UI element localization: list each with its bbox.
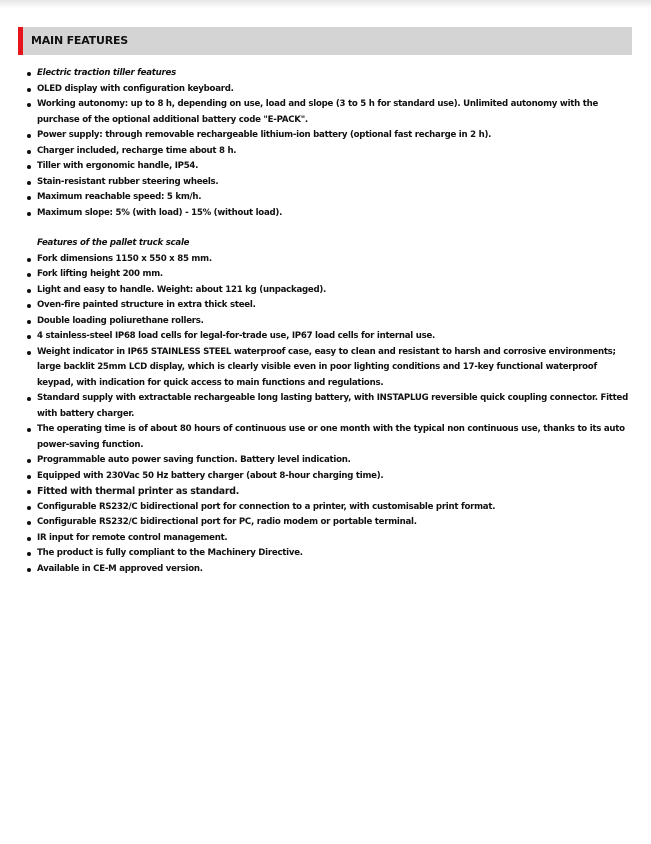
list-item: Available in CE-M approved version. <box>26 562 636 578</box>
list-item: Double loading poliurethane rollers. <box>26 314 636 330</box>
list-item: Standard supply with extractable rechargeable long lasting battery, with INSTAPLUG reversible quick coupling connector. Fitted with battery charger. <box>26 391 636 422</box>
page-top-strip <box>0 0 651 8</box>
spacer <box>26 221 636 236</box>
section-title: MAIN FEATURES <box>31 34 129 47</box>
section-header <box>18 27 632 55</box>
scale-features-subtitle: Features of the pallet truck scale <box>37 238 190 248</box>
list-item: Power supply: through removable rechargeable lithium-ion battery (optional fast recharge in 2 h). <box>26 128 636 144</box>
list-item: Light and easy to handle. Weight: about 121 kg (unpackaged). <box>26 283 636 299</box>
list-item: Fork dimensions 1150 x 550 x 85 mm. <box>26 252 636 268</box>
tiller-features-list <box>26 66 636 221</box>
list-item: IR input for remote control management. <box>26 531 636 547</box>
list-item: Maximum reachable speed: 5 km/h. <box>26 190 636 206</box>
list-item: Configurable RS232/C bidirectional port for connection to a printer, with customisable print format. <box>26 500 636 516</box>
list-item: OLED display with configuration keyboard. <box>26 82 636 98</box>
list-item: The product is fully compliant to the Machinery Directive. <box>26 546 636 562</box>
list-item: Weight indicator in IP65 STAINLESS STEEL waterproof case, easy to clean and resistant to harsh and corrosive environments; large backlit 25mm LCD display, which is clearly visible even in poor lighting conditions and 17-key functional waterproof keypad, with indication for quick access to main functions and regulations. <box>26 345 636 392</box>
list-item: Programmable auto power saving function. Battery level indication. <box>26 453 636 469</box>
accent-bar <box>18 27 23 55</box>
list-item: The operating time is of about 80 hours of continuous use or one month with the typical non continuous use, thanks to its auto power-saving function. <box>26 422 636 453</box>
list-item: Configurable RS232/C bidirectional port for PC, radio modem or portable terminal. <box>26 515 636 531</box>
list-item: Equipped with 230Vac 50 Hz battery charger (about 8-hour charging time). <box>26 469 636 485</box>
features-content <box>26 66 636 577</box>
list-item: Working autonomy: up to 8 h, depending on use, load and slope (3 to 5 h for standard use). Unlimited autonomy with the purchase of the optional additional battery code "E-PACK". <box>26 97 636 128</box>
list-item: Fitted with thermal printer as standard. <box>26 484 636 500</box>
tiller-features-subtitle: Electric traction tiller features <box>26 66 636 82</box>
scale-features-list <box>26 236 636 577</box>
list-item: Fork lifting height 200 mm. <box>26 267 636 283</box>
list-item: Oven-fire painted structure in extra thick steel. <box>26 298 636 314</box>
list-item: 4 stainless-steel IP68 load cells for legal-for-trade use, IP67 load cells for internal use. <box>26 329 636 345</box>
list-item: Charger included, recharge time about 8 h. <box>26 144 636 160</box>
list-item: Tiller with ergonomic handle, IP54. <box>26 159 636 175</box>
list-item: Stain-resistant rubber steering wheels. <box>26 175 636 191</box>
list-item: Maximum slope: 5% (with load) - 15% (without load). <box>26 206 636 222</box>
